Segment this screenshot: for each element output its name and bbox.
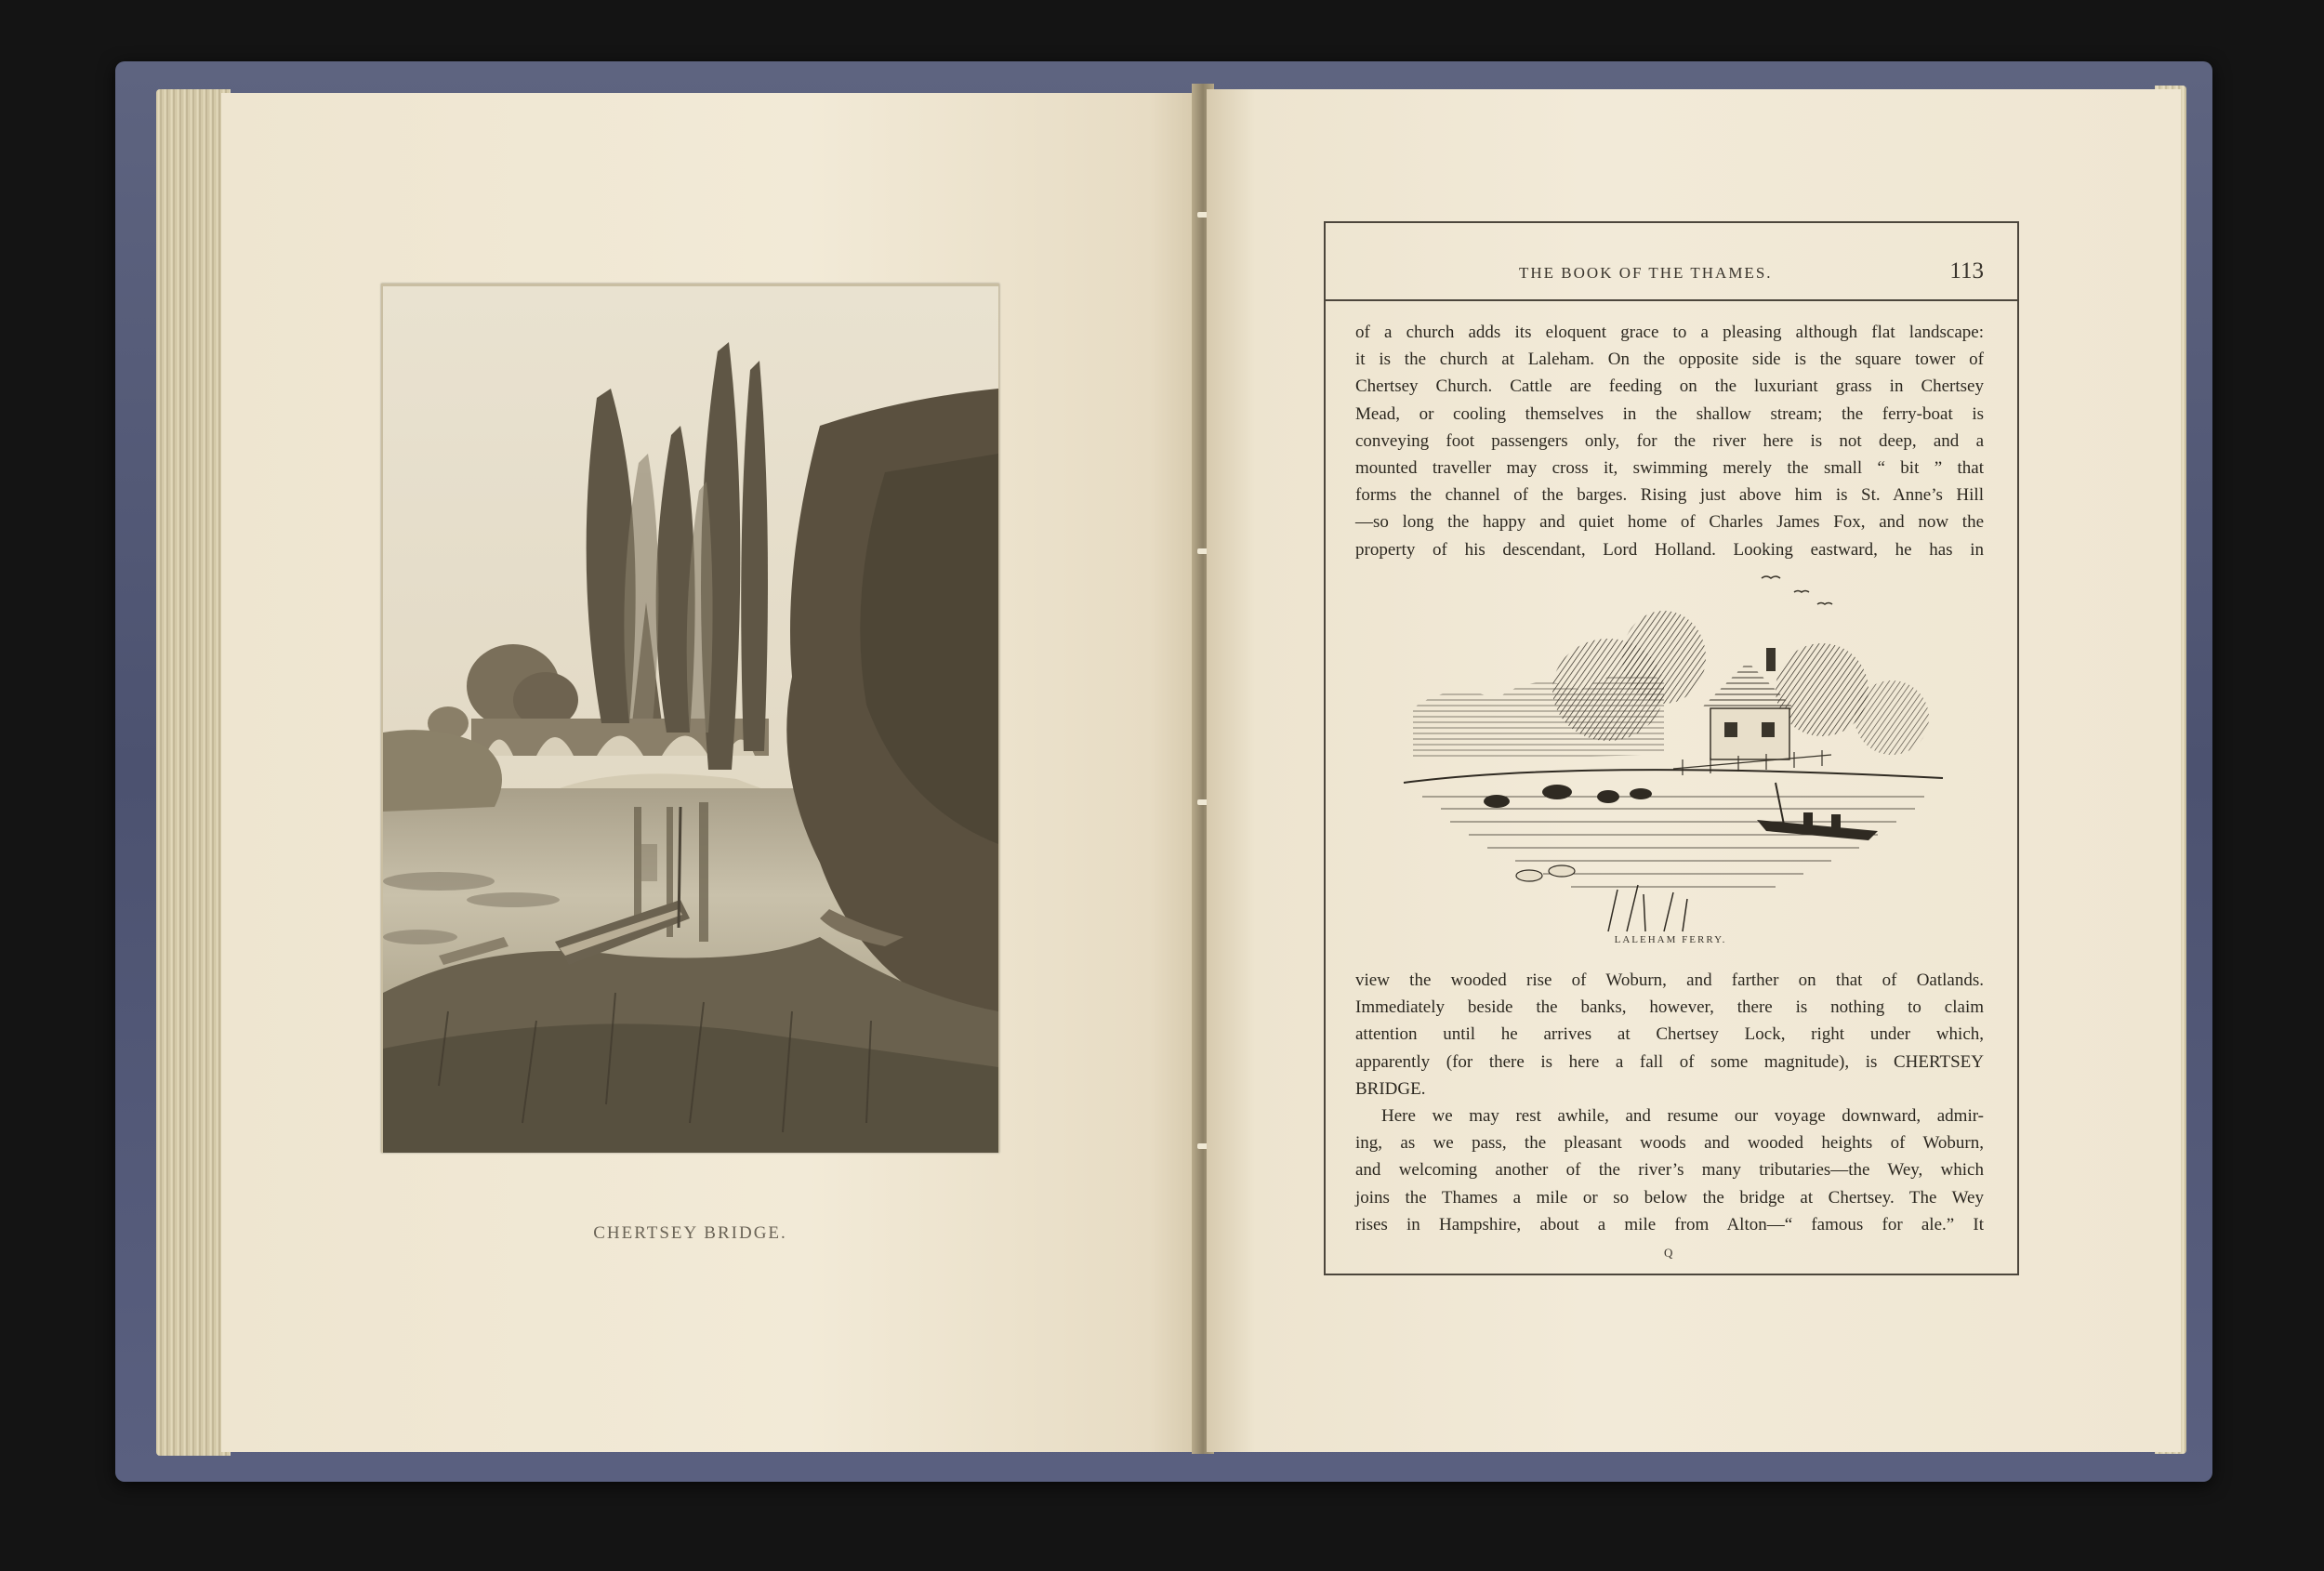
text-line: of a church adds its eloquent grace to a pleasing although flat landscape: [1355,323,1984,342]
text-line: Chertsey Church. Cattle are feeding on the luxuriant grass in Chertsey [1355,376,1984,397]
text-line: Mead, or cooling themselves in the shallow stream; the ferry-boat is [1355,403,1984,424]
text-line: ing, as we pass, the pleasant woods and wooded heights of Woburn, [1355,1133,1984,1154]
text-line: rises in Hampshire, about a mile from Alton—“ famous for ale.” It [1355,1214,1984,1234]
photograph-chertsey-bridge [383,286,998,1153]
text-line: property of his descendant, Lord Holland. Looking eastward, he has in [1355,539,1984,560]
paragraph-3 [1355,1102,1984,1238]
text-line: —so long the happy and quiet home of Charles James Fox, and now the [1355,512,1984,533]
text-line: and welcoming another of the river’s many tributaries—the Wey, which [1355,1160,1984,1181]
paragraph-2 [1355,967,1984,1102]
text-line: apparently (for there is here a fall of some magnitude), is CHERTSEY [1355,1051,1984,1072]
text-line: conveying foot passengers only, for the river here is not deep, and a [1355,430,1984,451]
signature-mark: Q [1664,1246,1673,1260]
engraving-laleham-ferry [1394,569,1952,941]
header-rule [1324,299,2017,301]
text-line: Here we may rest awhile, and resume our voyage downward, admir- [1381,1106,1984,1126]
text-line: view the wooded rise of Woburn, and farther on that of Oatlands. [1355,970,1984,990]
text-line: joins the Thames a mile or so below the bridge at Chertsey. The Wey [1355,1187,1984,1208]
text-line: Immediately beside the banks, however, there is nothing to claim [1355,997,1984,1018]
text-line: BRIDGE. [1355,1078,1426,1099]
photo-caption: CHERTSEY BRIDGE. [593,1223,787,1243]
text-line: forms the channel of the barges. Rising just above him is St. Anne’s Hill [1355,485,1984,506]
running-title: THE BOOK OF THE THAMES. [1519,264,1773,282]
paragraph-1 [1355,319,1984,563]
engraving-caption: LALEHAM FERRY. [1614,934,1727,945]
running-head [1324,258,2017,296]
text-line: attention until he arrives at Chertsey Lock, right under which, [1355,1024,1984,1045]
page-number: 113 [1949,258,1984,284]
page-edges-left [156,89,231,1456]
text-line: it is the church at Laleham. On the opposite side is the square tower of [1355,350,1984,370]
text-line: mounted traveller may cross it, swimming merely the small “ bit ” that [1355,458,1984,479]
